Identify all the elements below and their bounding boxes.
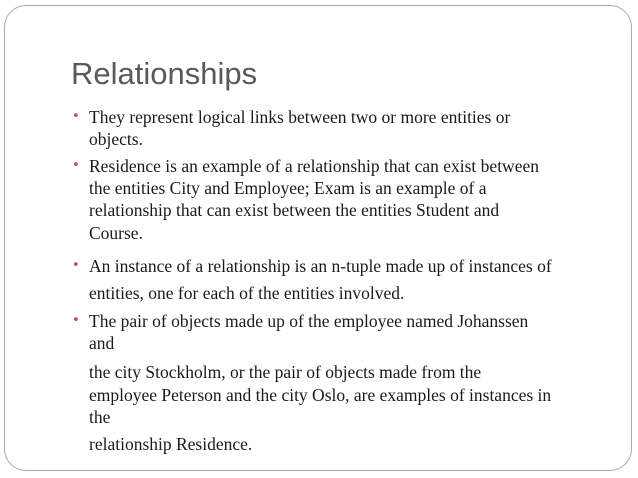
bullet-1-line-1: They represent logical links between two or more entities or	[89, 107, 511, 127]
slide-title: Relationships	[71, 56, 258, 91]
bullet-marker: •	[72, 158, 80, 173]
bullet-marker: •	[72, 258, 80, 273]
bullet-4-line-4: employee Peterson and the city Oslo, are examples of instances in	[89, 385, 552, 405]
bullet-3-line-1: An instance of a relationship is an n-tuple made up of instances of	[89, 256, 552, 276]
bullet-2-line-2: the entities City and Employee; Exam is an example of a	[89, 178, 487, 198]
bullet-1-line-2: objects.	[89, 129, 143, 149]
bullet-2-line-4: Course.	[89, 223, 143, 243]
bullet-4-line-3: the city Stockholm, or the pair of objects made from the	[89, 362, 482, 382]
bullet-4-line-6: relationship Residence.	[89, 434, 253, 454]
bullet-2-line-1: Residence is an example of a relationship that can exist between	[89, 156, 539, 176]
bullet-3-line-2: entities, one for each of the entities involved.	[89, 283, 405, 303]
bullet-4-line-2: and	[89, 333, 115, 353]
bullet-4-line-1: The pair of objects made up of the employee named Johanssen	[89, 311, 529, 331]
bullet-marker: •	[72, 109, 80, 124]
bullet-4-line-5: the	[89, 407, 111, 427]
bullet-2-line-3: relationship that can exist between the entities Student and	[89, 200, 500, 220]
bullet-marker: •	[72, 313, 80, 328]
